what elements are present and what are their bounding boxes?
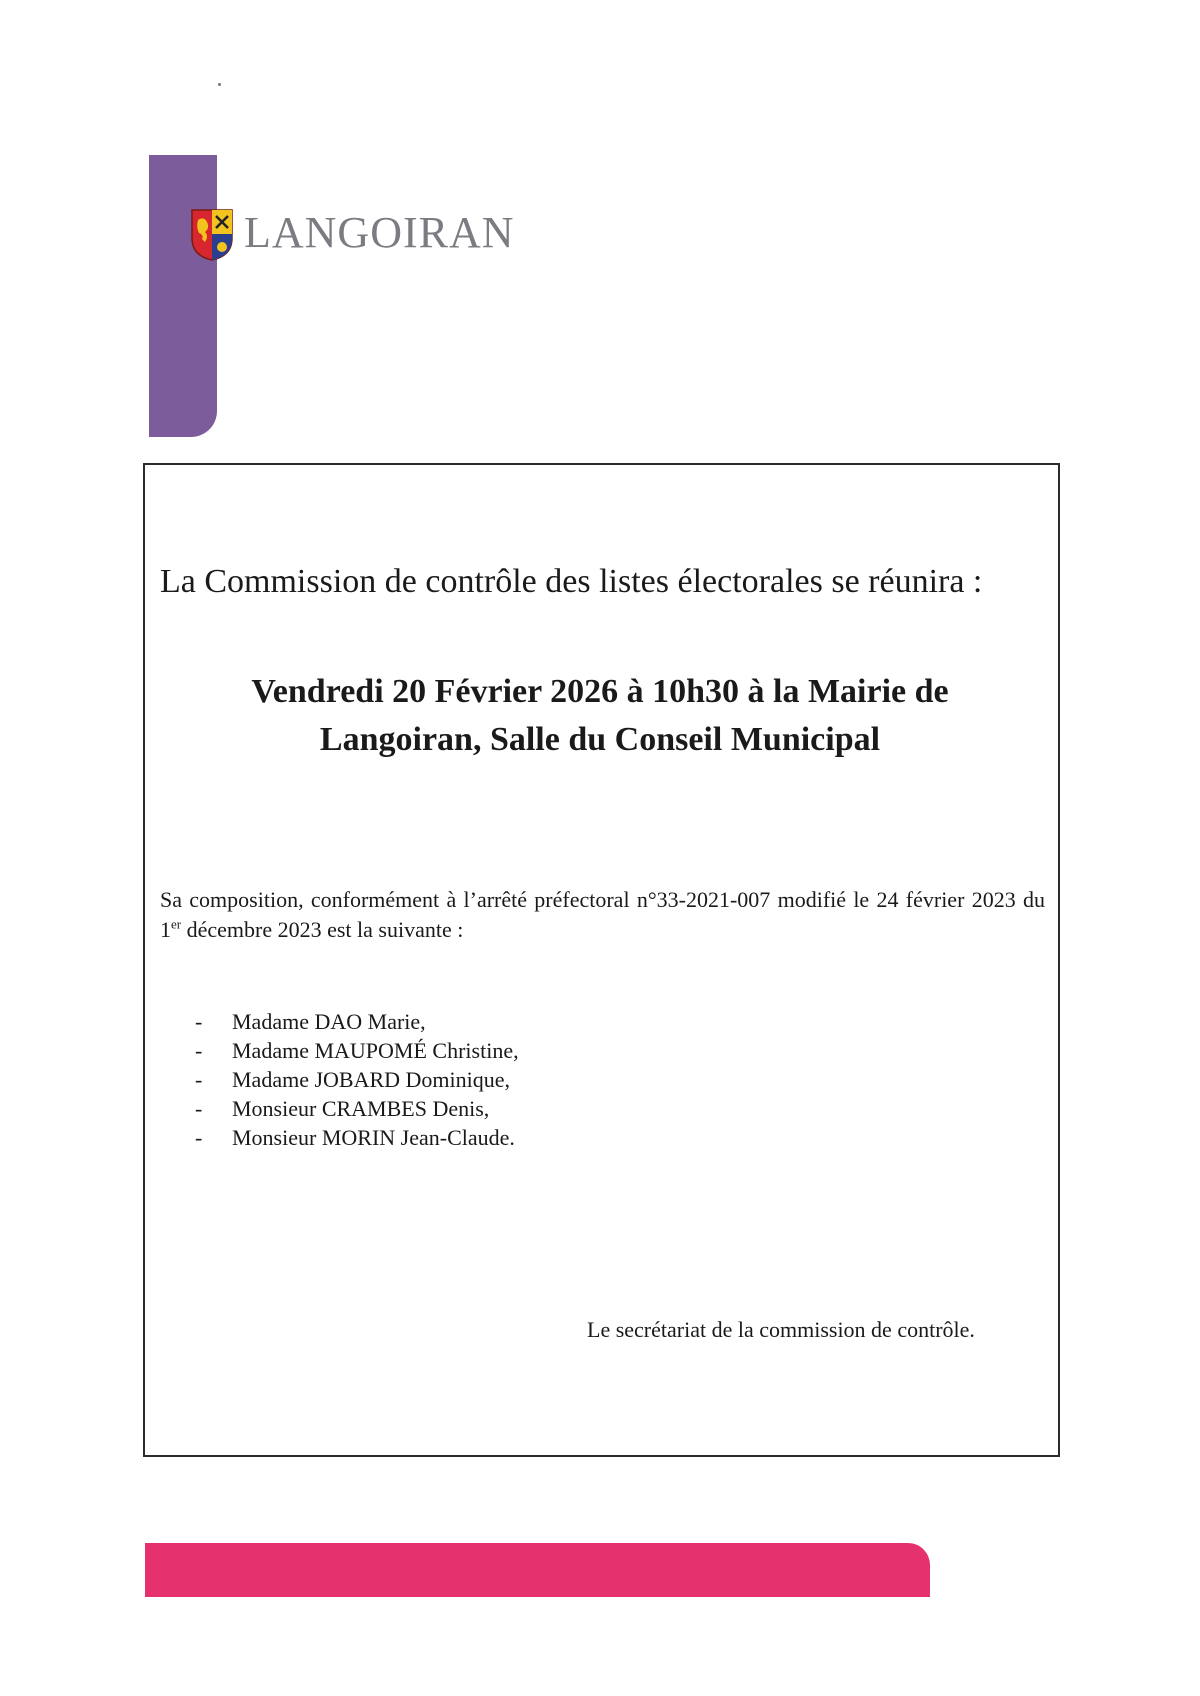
list-item <box>190 1123 519 1152</box>
member-name: Madame DAO Marie, <box>232 1009 426 1034</box>
purple-side-band <box>149 155 217 437</box>
member-list <box>190 1007 519 1152</box>
member-name: Monsieur MORIN Jean-Claude. <box>232 1125 515 1150</box>
list-item <box>190 1065 519 1094</box>
ordinal-superscript: er <box>171 916 182 932</box>
list-item <box>190 1007 519 1036</box>
signature-line: Le secrétariat de la commission de contrôle. <box>587 1317 975 1342</box>
list-dash: - <box>195 1038 203 1063</box>
brand-name: LANGOIRAN <box>244 208 515 257</box>
meeting-line-2: Langoiran, Salle du Conseil Municipal <box>319 721 881 758</box>
scan-speck <box>218 83 221 86</box>
coat-of-arms-icon <box>190 208 234 262</box>
list-dash: - <box>195 1125 203 1150</box>
notice-intro: La Commission de contrôle des listes électorales se réunira : <box>160 563 983 600</box>
list-dash: - <box>195 1009 203 1034</box>
meeting-details <box>150 668 1050 764</box>
member-name: Madame MAUPOMÉ Christine, <box>232 1038 519 1063</box>
meeting-line-1: Vendredi 20 Février 2026 à 10h30 à la Mairie de <box>251 673 949 710</box>
list-item <box>190 1094 519 1123</box>
composition-text-start: Sa composition, conformément à l’arrêté préfectoral n°33-2021-007 modifié le 24 février 2023 du 1 <box>160 887 1045 942</box>
composition-text-end: décembre 2023 est la suivante : <box>181 917 464 942</box>
list-dash: - <box>195 1067 203 1092</box>
member-name: Madame JOBARD Dominique, <box>232 1067 511 1092</box>
member-name: Monsieur CRAMBES Denis, <box>232 1096 490 1121</box>
notice-frame <box>143 463 1060 1457</box>
list-dash: - <box>195 1096 203 1121</box>
composition-paragraph <box>160 885 1045 945</box>
list-item <box>190 1036 519 1065</box>
pink-footer-band <box>145 1543 930 1597</box>
